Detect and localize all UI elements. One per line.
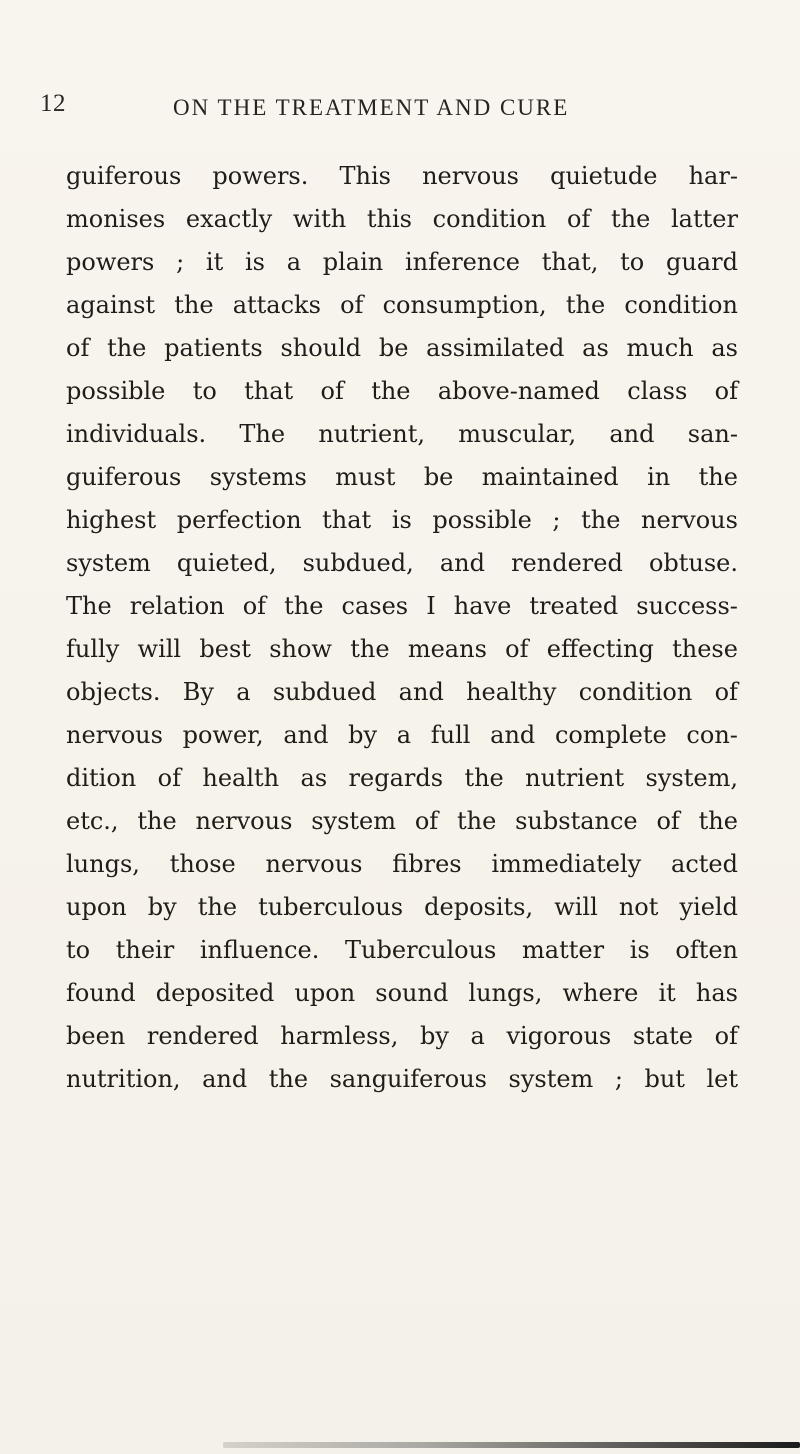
word: health xyxy=(202,764,280,792)
word: treated xyxy=(529,592,619,620)
word: etc., xyxy=(66,807,119,835)
word: against xyxy=(66,291,156,319)
word: is xyxy=(629,936,650,964)
word: rendered xyxy=(511,549,623,577)
word: should xyxy=(280,334,362,362)
word: matter xyxy=(522,936,605,964)
word: san- xyxy=(687,420,738,448)
word: that, xyxy=(541,248,599,276)
word: of xyxy=(66,334,90,362)
word: powers. xyxy=(212,162,309,190)
word: of xyxy=(414,807,439,835)
text-line xyxy=(66,499,738,542)
word: subdued xyxy=(272,678,377,706)
word: substance xyxy=(515,807,638,835)
word: the xyxy=(565,291,606,319)
word: guiferous xyxy=(66,463,182,491)
word: by xyxy=(348,721,378,749)
word: have xyxy=(453,592,512,620)
word: the xyxy=(350,635,390,663)
word: the xyxy=(197,893,238,921)
word: and xyxy=(609,420,655,448)
word: the xyxy=(698,463,738,491)
word: systems xyxy=(209,463,307,491)
word: upon xyxy=(66,893,127,921)
word: the xyxy=(456,807,497,835)
word: I xyxy=(426,592,436,620)
word: exactly xyxy=(185,205,273,233)
word: of xyxy=(242,592,267,620)
word: upon xyxy=(294,979,356,1007)
word: nervous xyxy=(195,807,293,835)
word: will xyxy=(137,635,182,663)
word: that xyxy=(244,377,294,405)
word: it xyxy=(205,248,224,276)
word: deposited xyxy=(155,979,275,1007)
text-line xyxy=(66,757,738,800)
word: and xyxy=(490,721,536,749)
word: ; xyxy=(614,1065,623,1093)
word: lungs, xyxy=(66,850,140,878)
word: system, xyxy=(645,764,738,792)
word: quietude xyxy=(550,162,658,190)
word: as xyxy=(300,764,328,792)
word: a xyxy=(286,248,302,276)
word: of xyxy=(656,807,680,835)
word: immediately xyxy=(491,850,642,878)
text-line xyxy=(66,628,738,671)
word: nervous xyxy=(641,506,738,534)
word: this xyxy=(366,205,412,233)
word: as xyxy=(582,334,609,362)
word: by xyxy=(147,893,177,921)
word: the xyxy=(137,807,177,835)
word: ; xyxy=(552,506,561,534)
word: means xyxy=(407,635,487,663)
word: is xyxy=(391,506,412,534)
word: quieted, xyxy=(176,549,277,577)
word: fully xyxy=(66,635,120,663)
word: often xyxy=(675,936,738,964)
word: har- xyxy=(688,162,738,190)
word: full xyxy=(430,721,471,749)
word: but xyxy=(644,1065,685,1093)
word: the xyxy=(268,1065,309,1093)
word: nervous xyxy=(66,721,163,749)
text-line xyxy=(66,800,738,843)
word: to xyxy=(192,377,217,405)
word: of xyxy=(714,678,738,706)
text-line xyxy=(66,1058,738,1101)
text-line xyxy=(66,972,738,1015)
word: to xyxy=(620,248,645,276)
word: effecting xyxy=(546,635,654,663)
word: a xyxy=(470,1022,485,1050)
page-bottom-shadow xyxy=(223,1442,800,1448)
word: nutrient xyxy=(525,764,625,792)
page-number: 12 xyxy=(40,90,66,117)
word: This xyxy=(339,162,391,190)
word: and xyxy=(439,549,485,577)
word: system xyxy=(311,807,397,835)
word: the xyxy=(284,592,324,620)
word: acted xyxy=(671,850,738,878)
word: con- xyxy=(686,721,738,749)
word: be xyxy=(378,334,409,362)
word: individuals. xyxy=(66,420,207,448)
word: by xyxy=(420,1022,449,1050)
word: the xyxy=(174,291,214,319)
word: highest xyxy=(66,506,157,534)
word: patients xyxy=(164,334,263,362)
word: the xyxy=(464,764,504,792)
word: plain xyxy=(322,248,384,276)
page-header xyxy=(40,90,760,130)
word: Tuberculous xyxy=(345,936,497,964)
word: lungs, xyxy=(468,979,543,1007)
word: harmless, xyxy=(280,1022,399,1050)
word: and xyxy=(398,678,444,706)
word: nutrient, xyxy=(318,420,425,448)
word: success- xyxy=(636,592,738,620)
word: complete xyxy=(554,721,667,749)
word: to xyxy=(66,936,91,964)
word: powers xyxy=(66,248,155,276)
word: ; xyxy=(176,248,185,276)
word: possible xyxy=(432,506,532,534)
word: By xyxy=(182,678,214,706)
word: must xyxy=(335,463,396,491)
text-line xyxy=(66,714,738,757)
text-line xyxy=(66,1015,738,1058)
text-line xyxy=(66,456,738,499)
word: The xyxy=(239,420,286,448)
word: class xyxy=(627,377,688,405)
word: best xyxy=(199,635,251,663)
word: cases xyxy=(341,592,409,620)
word: subdued, xyxy=(302,549,414,577)
word: yield xyxy=(679,893,738,921)
word: latter xyxy=(670,205,738,233)
text-line xyxy=(66,413,738,456)
word: the xyxy=(107,334,147,362)
word: guiferous xyxy=(66,162,182,190)
word: of xyxy=(566,205,591,233)
text-line xyxy=(66,585,738,628)
word: condition xyxy=(578,678,693,706)
word: nervous xyxy=(422,162,519,190)
word: obtuse. xyxy=(648,549,738,577)
word: much xyxy=(626,334,694,362)
word: let xyxy=(706,1065,738,1093)
text-line xyxy=(66,929,738,972)
word: The xyxy=(66,592,112,620)
word: a xyxy=(396,721,412,749)
word: the xyxy=(581,506,621,534)
word: those xyxy=(169,850,236,878)
word: nutrition, xyxy=(66,1065,181,1093)
word: deposits, xyxy=(424,893,534,921)
word: it xyxy=(658,979,676,1007)
word: the xyxy=(371,377,411,405)
word: above-named xyxy=(437,377,600,405)
word: in xyxy=(647,463,671,491)
word: objects. xyxy=(66,678,161,706)
word: maintained xyxy=(481,463,619,491)
word: monises xyxy=(66,205,166,233)
word: the xyxy=(698,807,738,835)
word: sound xyxy=(375,979,449,1007)
word: these xyxy=(672,635,738,663)
word: consumption, xyxy=(382,291,547,319)
word: rendered xyxy=(146,1022,259,1050)
text-line xyxy=(66,886,738,929)
word: as xyxy=(711,334,738,362)
text-line xyxy=(66,671,738,714)
word: be xyxy=(423,463,454,491)
text-line xyxy=(66,370,738,413)
word: been xyxy=(66,1022,126,1050)
body-text xyxy=(66,155,738,1101)
word: a xyxy=(236,678,251,706)
word: that xyxy=(322,506,372,534)
text-line xyxy=(66,155,738,198)
word: tuberculous xyxy=(258,893,404,921)
word: inference xyxy=(404,248,520,276)
text-line xyxy=(66,327,738,370)
word: and xyxy=(202,1065,248,1093)
word: has xyxy=(695,979,738,1007)
word: relation xyxy=(129,592,225,620)
word: of xyxy=(320,377,344,405)
word: of xyxy=(340,291,364,319)
word: system xyxy=(66,549,151,577)
running-title: ON THE TREATMENT AND CURE xyxy=(173,95,570,120)
word: of xyxy=(714,377,738,405)
word: with xyxy=(292,205,347,233)
word: assimilated xyxy=(426,334,565,362)
word: of xyxy=(505,635,529,663)
word: regards xyxy=(348,764,444,792)
word: fibres xyxy=(392,850,462,878)
word: possible xyxy=(66,377,166,405)
word: the xyxy=(610,205,651,233)
text-line xyxy=(66,241,738,284)
word: found xyxy=(66,979,136,1007)
text-line xyxy=(66,284,738,327)
word: condition xyxy=(624,291,738,319)
word: power, xyxy=(182,721,264,749)
word: vigorous xyxy=(506,1022,612,1050)
word: condition xyxy=(432,205,547,233)
word: sanguiferous xyxy=(329,1065,487,1093)
word: guard xyxy=(665,248,738,276)
word: will xyxy=(554,893,598,921)
word: and xyxy=(283,721,329,749)
word: nervous xyxy=(265,850,363,878)
word: muscular, xyxy=(458,420,577,448)
word: state xyxy=(632,1022,693,1050)
word: of xyxy=(157,764,181,792)
word: system xyxy=(508,1065,594,1093)
text-line xyxy=(66,198,738,241)
text-line xyxy=(66,843,738,886)
word: is xyxy=(244,248,265,276)
word: influence. xyxy=(199,936,320,964)
text-line xyxy=(66,542,738,585)
word: healthy xyxy=(466,678,557,706)
word: their xyxy=(115,936,175,964)
word: attacks xyxy=(232,291,321,319)
word: show xyxy=(269,635,332,663)
word: where xyxy=(562,979,639,1007)
word: not xyxy=(618,893,659,921)
word: dition xyxy=(66,764,137,792)
word: perfection xyxy=(176,506,302,534)
word: of xyxy=(714,1022,738,1050)
